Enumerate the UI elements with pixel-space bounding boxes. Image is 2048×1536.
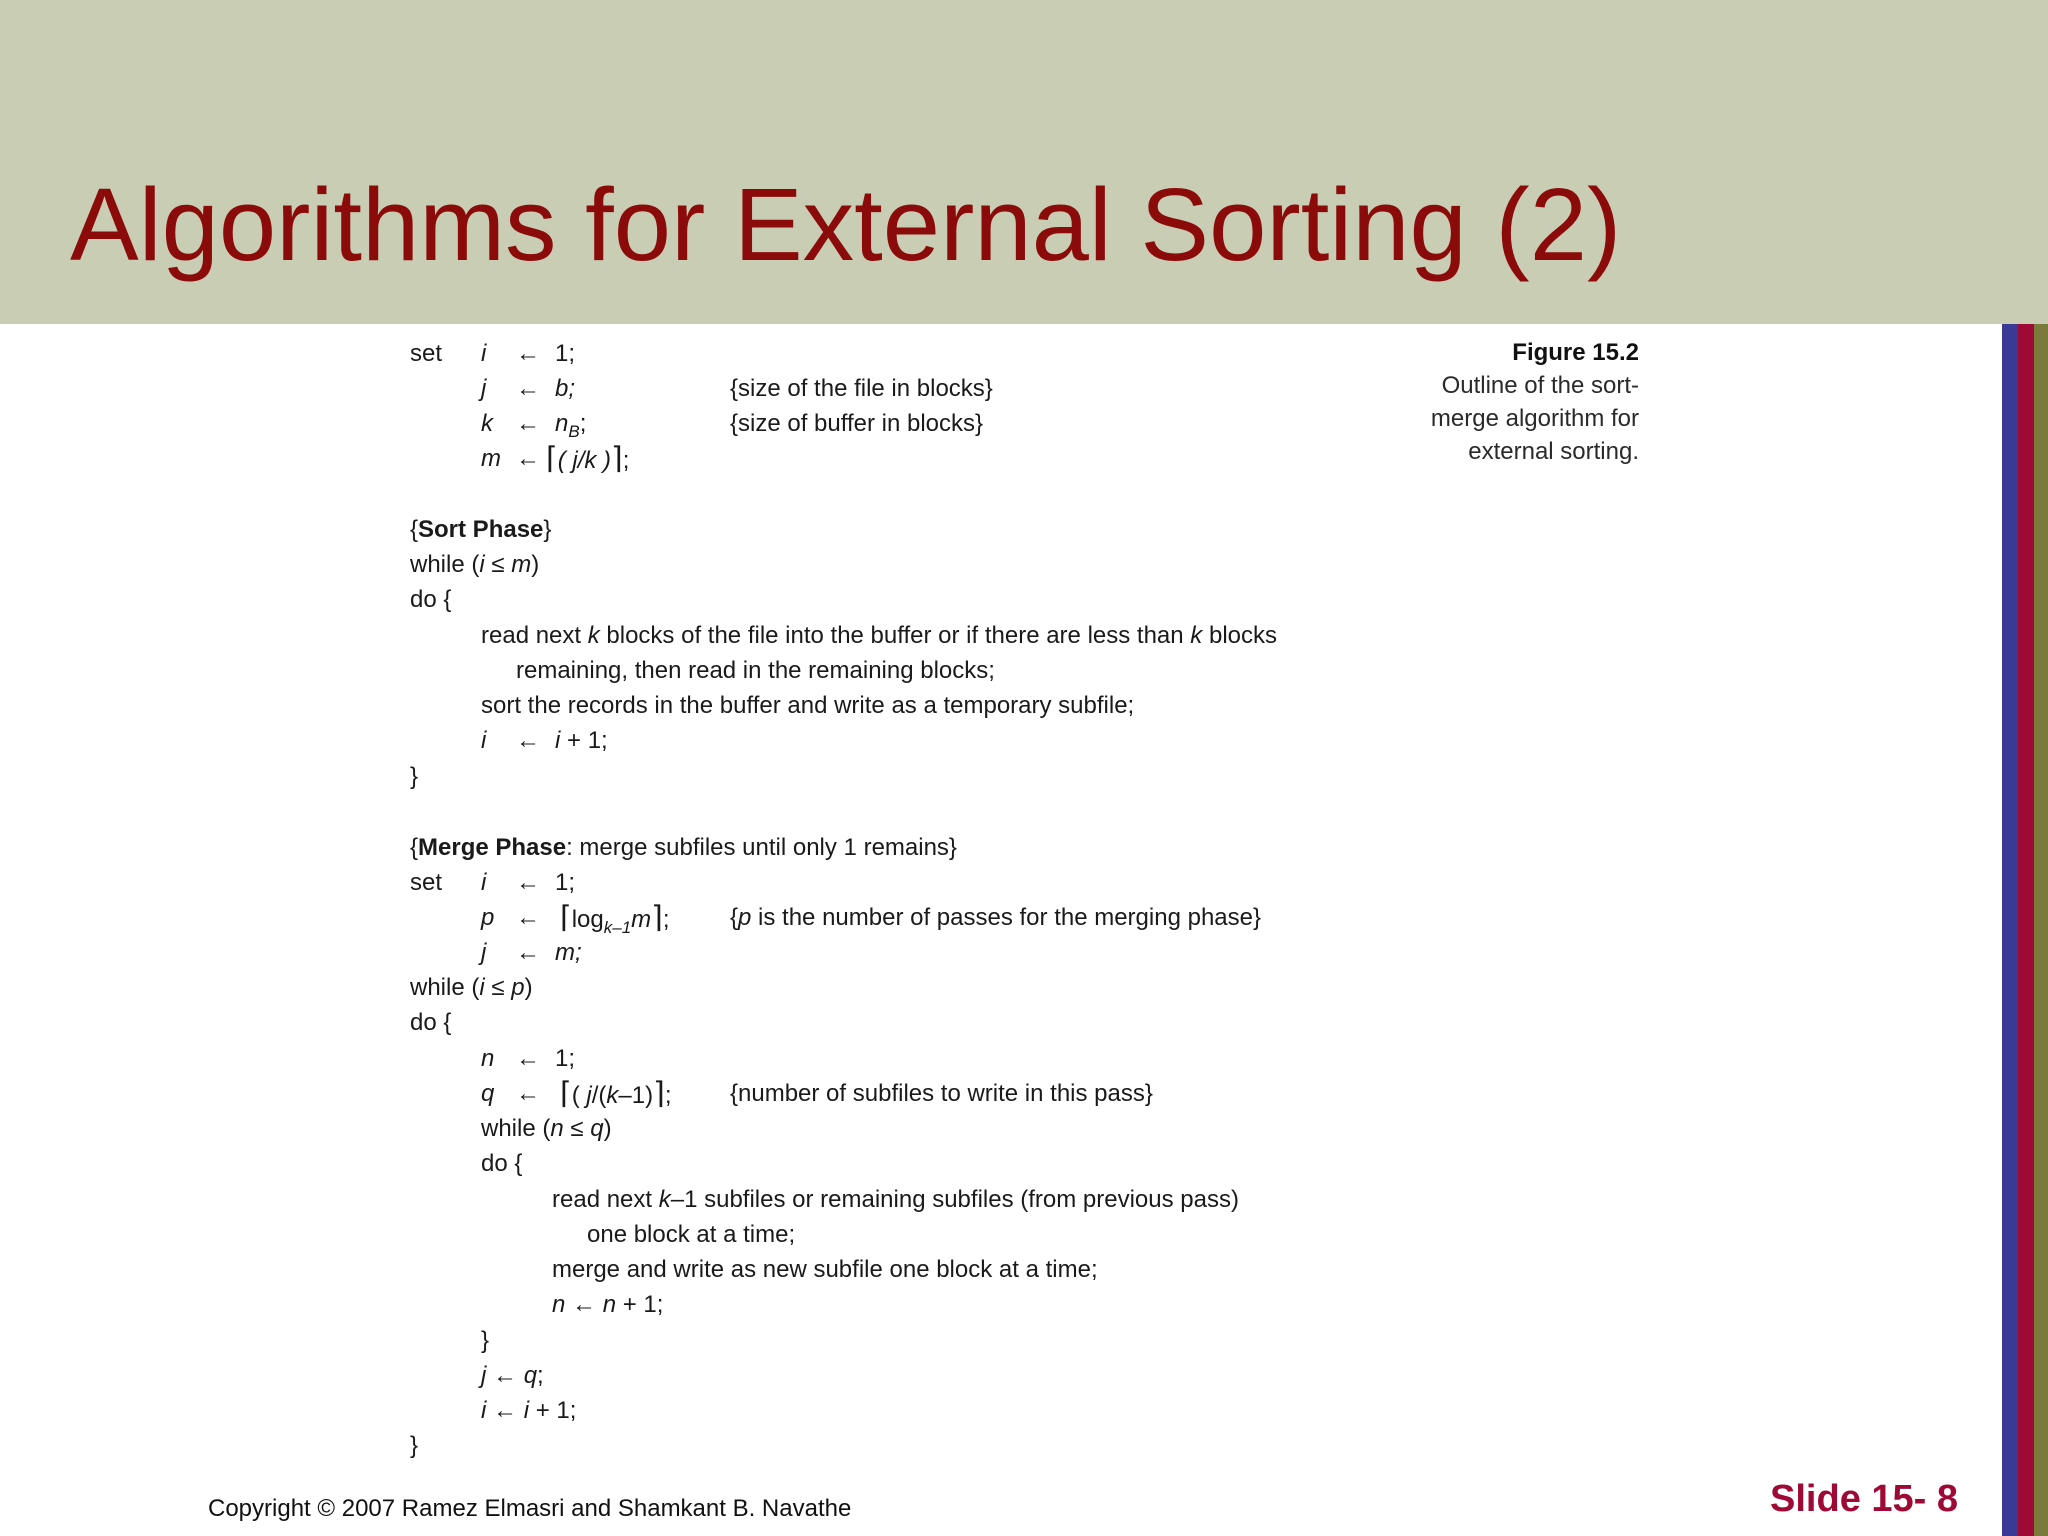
var-i: i xyxy=(479,551,485,578)
ceil-left: ⌈ xyxy=(546,442,558,475)
var-q: q xyxy=(523,1362,538,1389)
var-n: n xyxy=(481,1045,495,1072)
keyword-while: while ( xyxy=(410,974,480,1001)
merge-inner-do: do { xyxy=(481,1150,523,1177)
title-banner xyxy=(0,0,2048,324)
comment xyxy=(730,900,1261,936)
init-set-i xyxy=(410,336,576,372)
semicolon: ; xyxy=(662,906,670,933)
value-n: n xyxy=(555,410,569,437)
comment: {size of buffer in blocks} xyxy=(730,410,984,437)
side-stripes xyxy=(2002,324,2048,1536)
keyword-while: while ( xyxy=(481,1115,551,1142)
slide-title: Algorithms for External Sorting (2) xyxy=(70,167,1622,282)
var-p: p xyxy=(481,904,495,931)
var-i: i xyxy=(481,869,487,896)
text: + 1; xyxy=(616,1291,664,1318)
var-n: n xyxy=(550,1115,564,1142)
merge-write-line: merge and write as new subfile one block at a time; xyxy=(552,1256,1098,1283)
var-i: i xyxy=(481,727,487,754)
var-k: k xyxy=(1190,622,1203,649)
subscript-b: B xyxy=(568,421,580,441)
var-k: k xyxy=(606,1082,619,1109)
figure-label: Figure 15.2 xyxy=(1512,339,1639,366)
var-j: j xyxy=(481,375,487,402)
merge-inner-while xyxy=(481,1111,612,1147)
brace: { xyxy=(730,904,739,931)
keyword-set: set xyxy=(410,340,443,367)
merge-phase-label: Merge Phase xyxy=(418,834,567,861)
text: + 1; xyxy=(529,1397,577,1424)
merge-j-assign xyxy=(481,1358,544,1394)
assign-arrow: ← xyxy=(516,869,540,896)
value-b: b; xyxy=(555,375,576,402)
merge-set-i xyxy=(410,865,576,901)
sort-while xyxy=(410,547,539,583)
sort-read-cont: remaining, then read in the remaining blocks; xyxy=(516,657,995,684)
ceil-expr: ( j/k ) xyxy=(557,447,612,474)
value: 1; xyxy=(555,1045,576,1072)
sort-do: do { xyxy=(410,586,452,613)
semicolon: ; xyxy=(537,1362,544,1389)
var-n: n xyxy=(552,1291,566,1318)
keyword-set: set xyxy=(410,869,443,896)
var-i: i xyxy=(523,1397,530,1424)
paren: ) xyxy=(524,974,533,1001)
sort-records-line: sort the records in the buffer and write as a temporary subfile; xyxy=(481,692,1135,719)
merge-while xyxy=(410,970,533,1006)
assign-arrow: ← xyxy=(486,1397,524,1424)
paren: ( xyxy=(571,1082,587,1109)
comment: {number of subfiles to write in this pass} xyxy=(730,1080,1153,1107)
operator: ≤ xyxy=(484,551,512,578)
text: read next xyxy=(552,1186,659,1213)
var-i: i xyxy=(481,340,487,367)
operator: ≤ xyxy=(484,974,512,1001)
merge-n-increment xyxy=(552,1287,663,1323)
var-i: i xyxy=(479,974,485,1001)
merge-do: do { xyxy=(410,1009,452,1036)
caption-line-2: merge algorithm for xyxy=(1430,405,1639,432)
text: blocks of the file into the buffer or if there are less than xyxy=(599,622,1191,649)
var-j: j xyxy=(481,1362,487,1389)
merge-i-assign xyxy=(481,1393,576,1429)
assign-arrow: ← xyxy=(516,1080,540,1107)
value: 1; xyxy=(555,869,576,896)
var-m: m xyxy=(481,445,501,472)
assign-arrow: ← xyxy=(516,727,540,754)
stripe-olive xyxy=(2034,324,2048,1536)
var-k: k xyxy=(481,410,493,437)
text: /( xyxy=(591,1082,607,1109)
log-base: k–1 xyxy=(603,917,632,937)
merge-read-cont: one block at a time; xyxy=(587,1221,796,1248)
merge-phase-header xyxy=(410,830,957,866)
value: 1; xyxy=(555,340,576,367)
assign-arrow: ← xyxy=(516,904,540,931)
caption-line-3: external sorting. xyxy=(1468,438,1639,465)
sort-phase-header xyxy=(410,512,551,548)
var-i: i xyxy=(555,727,561,754)
semicolon: ; xyxy=(664,1082,672,1109)
ceil-left: ⌈ xyxy=(560,1077,572,1110)
text: read next xyxy=(481,622,588,649)
var-q: q xyxy=(590,1115,604,1142)
text: blocks xyxy=(1202,622,1277,649)
ceil-right: ⌉ xyxy=(651,901,663,934)
slide-number: Slide 15- 8 xyxy=(1770,1478,1958,1520)
brace: { xyxy=(410,516,419,543)
brace: } xyxy=(543,516,552,543)
var-j: j xyxy=(481,939,487,966)
var-k: k xyxy=(658,1186,671,1213)
var-p: p xyxy=(738,904,752,931)
value-m: m; xyxy=(555,939,582,966)
assign-arrow: ← xyxy=(516,1045,540,1072)
var-m: m xyxy=(631,906,652,933)
paren: ) xyxy=(603,1115,612,1142)
assign-arrow: ← xyxy=(516,410,540,437)
assign-arrow: ← xyxy=(486,1362,524,1389)
text: –1) xyxy=(618,1082,654,1109)
copyright-footer: Copyright © 2007 Ramez Elmasri and Shamkant B. Navathe xyxy=(208,1495,852,1522)
var-p: p xyxy=(511,974,525,1001)
assign-arrow: ← xyxy=(516,375,540,402)
var-n: n xyxy=(602,1291,617,1318)
caption-line-1: Outline of the sort- xyxy=(1441,372,1639,399)
log: log xyxy=(571,906,604,933)
merge-inner-close: } xyxy=(481,1327,490,1354)
ceil-left: ⌈ xyxy=(560,901,572,934)
stripe-blue xyxy=(2002,324,2018,1536)
ceil-right: ⌉ xyxy=(611,442,623,475)
sort-close: } xyxy=(410,763,419,790)
merge-outer-close: } xyxy=(410,1432,419,1459)
brace: { xyxy=(410,834,419,861)
semicolon: ; xyxy=(579,410,587,437)
assign-arrow: ← xyxy=(516,340,540,367)
text: –1 subfiles or remaining subfiles (from previous pass) xyxy=(670,1186,1239,1213)
merge-read-line xyxy=(552,1182,1239,1218)
semicolon: ; xyxy=(622,447,630,474)
var-q: q xyxy=(481,1080,495,1107)
assign-arrow: ← xyxy=(565,1291,603,1318)
var-i: i xyxy=(481,1397,487,1424)
text: + 1; xyxy=(560,727,608,754)
assign-arrow: ← xyxy=(516,939,540,966)
var-j: j xyxy=(586,1082,592,1109)
ceil-right: ⌉ xyxy=(653,1077,665,1110)
var-k: k xyxy=(587,622,600,649)
figure-caption xyxy=(1431,336,1639,468)
stripe-crimson xyxy=(2018,324,2034,1536)
var-m: m xyxy=(511,551,532,578)
paren: ) xyxy=(531,551,540,578)
keyword-while: while ( xyxy=(410,551,480,578)
assign-arrow: ← xyxy=(516,445,540,472)
sort-phase-label: Sort Phase xyxy=(418,516,544,543)
sort-read-line xyxy=(481,618,1277,654)
operator: ≤ xyxy=(563,1115,591,1142)
text: is the number of passes for the merging phase} xyxy=(751,904,1261,931)
text: : merge subfiles until only 1 remains} xyxy=(566,834,957,861)
comment: {size of the file in blocks} xyxy=(730,375,993,402)
